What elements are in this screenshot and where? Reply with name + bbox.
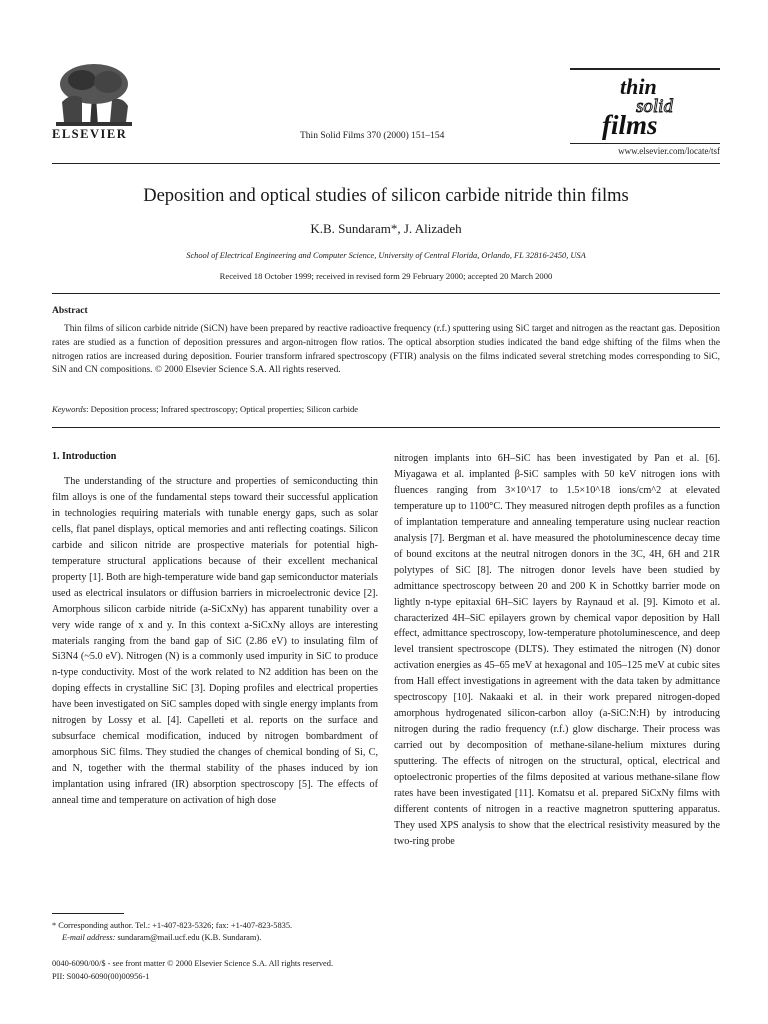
- abstract-heading: Abstract: [52, 305, 88, 316]
- journal-logo-line1: thin: [620, 74, 657, 99]
- journal-citation: Thin Solid Films 370 (2000) 151–154: [300, 131, 445, 141]
- footnote-email-label: E-mail address:: [62, 933, 116, 942]
- abstract-text: Thin films of silicon carbide nitride (SiCN) have been prepared by reactive radioactive frequency (r.f.) sputtering using SiC target and nitrogen as the reactant gas. Deposition rates are studied as a function of deposition pressures and argon-nitrogen flow ratios. The optical absorption studies indicated the band edge shifting of the films when the nitrogen ratios are increased during deposition. Fourier transform infrared spectroscopy (FTIR) analysis on the films indicated several stretching modes corresponding to SiC, SiN and CN compositions. © 2000 Elsevier Science S.A. All rights reserved.: [52, 324, 720, 376]
- keywords-label: Keywords: [52, 404, 87, 414]
- journal-logo-line2: solid: [636, 96, 673, 117]
- journal-logo-line3: films: [602, 110, 658, 140]
- journal-logo: [592, 72, 712, 142]
- front-matter: [52, 958, 333, 983]
- front-matter-line1: 0040-6090/00/$ - see front matter © 2000 Elsevier Science S.A. All rights reserved.: [52, 959, 334, 968]
- article-dates: Received 18 October 1999; received in revised form 29 February 2000; accepted 20 March 2000: [219, 271, 553, 281]
- article-title: Deposition and optical studies of silicon carbide nitride thin films: [143, 186, 629, 206]
- footnote-email-line: [52, 932, 378, 944]
- publisher-name: ELSEVIER: [52, 127, 128, 141]
- keywords: [52, 404, 720, 414]
- footnote-rule: [52, 913, 124, 914]
- journal-url[interactable]: www.elsevier.com/locate/tsf: [618, 146, 720, 156]
- elsevier-tree-logo: [52, 62, 136, 128]
- journal-logo-top-rule: [570, 68, 720, 70]
- keywords-divider: [52, 427, 720, 428]
- footnote-author-line: * Corresponding author. Tel.: +1-407-823-5326; fax: +1-407-823-5835.: [52, 921, 293, 930]
- abstract-divider: [52, 293, 720, 294]
- article-authors: K.B. Sundaram*, J. Alizadeh: [310, 221, 462, 236]
- footnote: [52, 920, 378, 944]
- header-divider: [52, 163, 720, 164]
- body-column-right: nitrogen implants into 6H–SiC has been investigated by Pan et al. [6]. Miyagawa et al. implanted β-SiC samples with 50 keV nitrogen ions with fluences ranging from 3×10^17 to 1.5×10^18 ions/cm^2 at elevated temperature up to 1100°C. They measured nitrogen depth profiles as a function of implantation temperature and annealing temperature using nuclear reaction analysis [7]. Bergman et al. have measured the photoluminescence decay time of bound excitons at the neutral nitrogen donors in the 3C, 4H, 6H and 21R polytypes of SiC [8]. The nitrogen donor levels have been studied by admittance spectroscopy between 20 and 200 K in Schottky barrier mode on lightly n-type epitaxial 6H–SiC layers by Raynaud et al. [9]. Kimoto et al. characterized 4H–SiC epilayers grown by chemical vapor deposition by Hall effect, admittance spectroscopy, low-temperature photoluminescence, and deep level transient spectroscope (DLTS). They estimated the nitrogen (N) donor activation energies as 45–65 meV at hexagonal and 105–125 meV at cubic sites from Hall effect investigations in agreement with the data taken by admittance spectroscopy [10]. Nakaaki et al. in their work prepared nitrogen-doped amorphous hydrogenated silicon-carbon alloy (a-SiC:N:H) by introducing nitrogen during the radio frequency (r.f.) glow discharge. Their process was carried out by decomposition of methane-silane-helium mixtures during sputtering. The effects of nitrogen on the structural, optical, electrical and optoelectronic properties of the films deposited at various methane-silane flow rates have been investigated [11]. Komatsu et al. prepared SiCxNy films with different contents of nitrogen in a reactive magnetron sputtering apparatus. They used XPS analysis to show that the electrical resistivity measured by the two-ring probe: [394, 453, 720, 847]
- footnote-email[interactable]: sundaram@mail.ucf.edu (K.B. Sundaram).: [115, 933, 262, 942]
- section-heading-introduction: 1. Introduction: [52, 451, 117, 462]
- journal-logo-bottom-rule: [570, 143, 720, 144]
- tree-icon: [52, 62, 136, 128]
- front-matter-pii: PII: S0040-6090(00)00956-1: [52, 971, 150, 981]
- author-affiliation: School of Electrical Engineering and Computer Science, University of Central Florida, Orlando, FL 32816-2450, USA: [186, 251, 586, 260]
- keywords-list: : Deposition process; Infrared spectroscopy; Optical properties; Silicon carbide: [86, 404, 359, 414]
- body-column-left: The understanding of the structure and properties of semiconducting thin film alloys is one of the fundamental steps toward their successful application in technologies requiring materials with tunable energy gaps, such as solar cells, flat panel displays, optical memories and anti reflecting coatings. Silicon carbide and silicon nitride are prospective materials for potential high-temperature structural applications because of their excellent mechanical property [1]. Both are high-temperature wide band gap semiconductor materials used as electrical insulators or diffusion barriers in microelectronic device [2]. Amorphous silicon carbide nitride (a-SiCxNy) has apparent tunability over a very wide range of x and y. In this context a-SiCxNy alloys are interesting materials ranging from the band gap of SiC (2.86 eV) to insulating film of Si3N4 (~5.0 eV). Nitrogen (N) is a commonly used impurity in SiC to produce n-type conductivity. Most of the work related to N2 addition has been on the doping effects in crystalline SiC [3]. Doping profiles and electrical properties have been investigated on SiC samples doped with single energy implants from nitrogen by Lossy et al. [4]. Capelleti et al. reports on the surface and subsurface chemical modification, induced by nitrogen bombardment of amorphous SiC films. They studied the changes of chemical bonding of Si, C, and N, together with the thermal stability of the phases induced by ion implantation using infrared (IR) absorption spectroscopy [5]. The effects of anneal time and temperature on activation of high dose: [52, 476, 378, 807]
